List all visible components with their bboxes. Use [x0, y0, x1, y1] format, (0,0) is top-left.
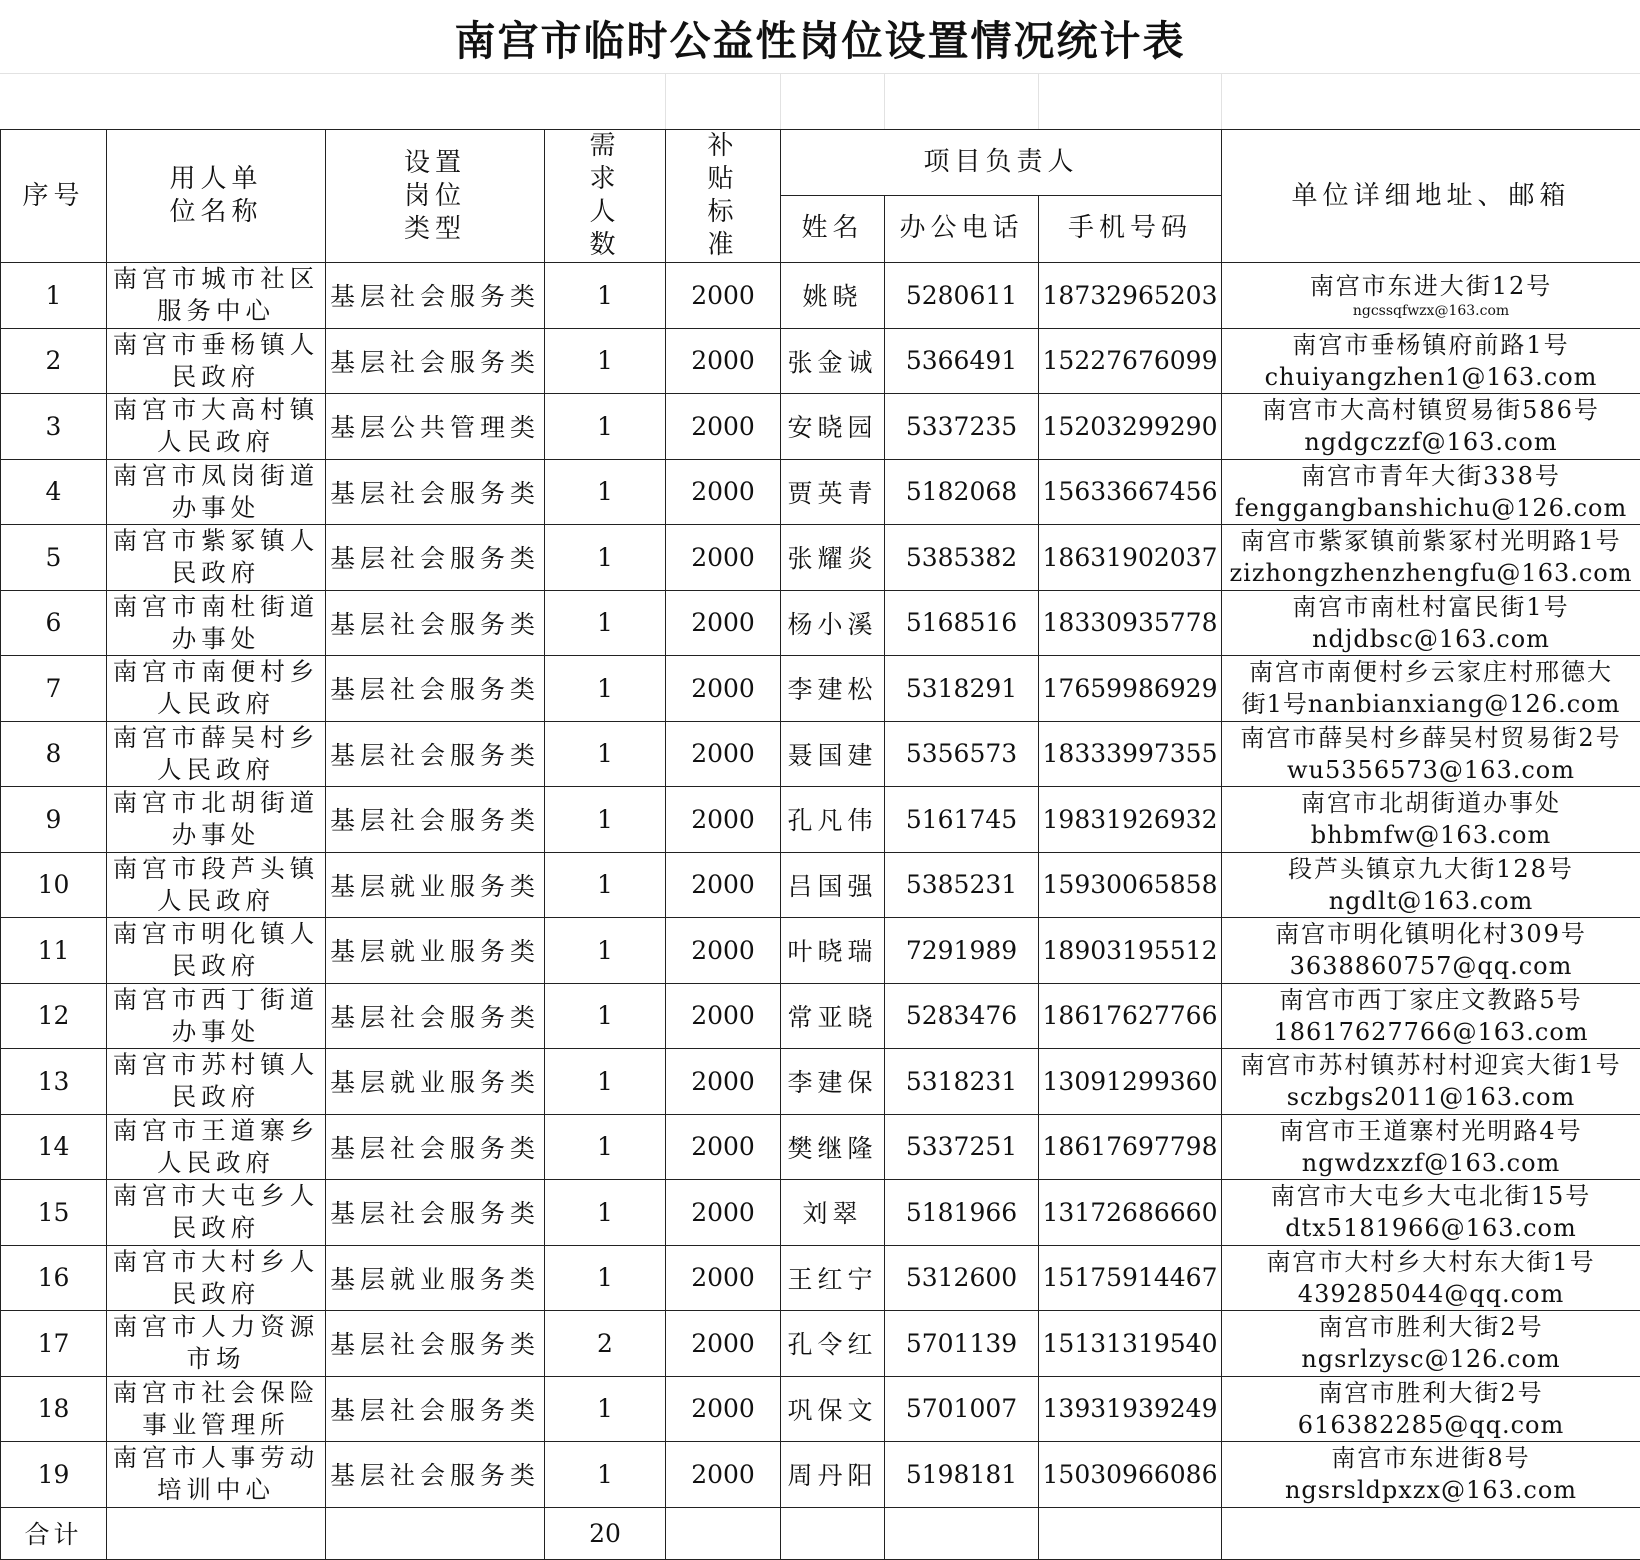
subsidy-cell: 2000 [666, 525, 781, 591]
email-text: ngdgczzf@163.com [1224, 426, 1638, 458]
seq-cell: 19 [1, 1442, 107, 1508]
demand-cell: 1 [545, 459, 666, 525]
manager-name-cell: 孔令红 [781, 1311, 885, 1377]
unit-name-cell: 南宫市大屯乡人民政府 [107, 1180, 326, 1246]
office-phone-cell: 5198181 [885, 1442, 1039, 1508]
unit-name-cell: 南宫市明化镇人民政府 [107, 918, 326, 984]
unit-name-cell: 南宫市西丁街道办事处 [107, 983, 326, 1049]
email-text: ngwdzxzf@163.com [1224, 1147, 1638, 1179]
post-type-cell: 基层社会服务类 [326, 459, 545, 525]
address-cell [1222, 1114, 1640, 1180]
address-text: 南宫市大村乡大村东大街1号 [1224, 1246, 1638, 1278]
manager-name-cell: 孔凡伟 [781, 787, 885, 853]
unit-name-cell: 南宫市社会保险事业管理所 [107, 1376, 326, 1442]
office-phone-cell: 5280611 [885, 263, 1039, 329]
unit-name-cell: 南宫市王道寨乡人民政府 [107, 1114, 326, 1180]
subsidy-cell: 2000 [666, 918, 781, 984]
subsidy-cell: 2000 [666, 1311, 781, 1377]
address-text: 南宫市南便村乡云家庄村邢德大 [1224, 656, 1638, 688]
manager-name-cell: 吕国强 [781, 852, 885, 918]
mobile-cell: 13091299360 [1039, 1049, 1222, 1115]
seq-cell: 1 [1, 263, 107, 329]
demand-cell: 1 [545, 1180, 666, 1246]
address-cell [1222, 656, 1640, 722]
total-empty-cell [107, 1507, 326, 1559]
email-text: ndjdbsc@163.com [1224, 623, 1638, 655]
unit-name-cell: 南宫市垂杨镇人民政府 [107, 328, 326, 394]
email-text: 439285044@qq.com [1224, 1278, 1638, 1310]
seq-cell: 5 [1, 525, 107, 591]
seq-cell: 4 [1, 459, 107, 525]
unit-name-cell: 南宫市凤岗街道办事处 [107, 459, 326, 525]
post-type-cell: 基层社会服务类 [326, 1376, 545, 1442]
mobile-cell: 15633667456 [1039, 459, 1222, 525]
demand-cell: 1 [545, 1245, 666, 1311]
total-empty-cell [1222, 1507, 1640, 1559]
manager-name-cell: 巩保文 [781, 1376, 885, 1442]
subsidy-cell: 2000 [666, 1245, 781, 1311]
post-type-cell: 基层社会服务类 [326, 263, 545, 329]
subsidy-cell: 2000 [666, 394, 781, 460]
seq-cell: 13 [1, 1049, 107, 1115]
seq-cell: 11 [1, 918, 107, 984]
job-posts-table [0, 129, 1640, 1560]
header-unit: 用人单位名称 [107, 130, 326, 263]
subsidy-cell: 2000 [666, 263, 781, 329]
header-mobile: 手机号码 [1039, 195, 1222, 262]
manager-name-cell: 贾英青 [781, 459, 885, 525]
email-text: ngsrlzysc@126.com [1224, 1343, 1638, 1375]
subsidy-cell: 2000 [666, 983, 781, 1049]
office-phone-cell: 5182068 [885, 459, 1039, 525]
manager-name-cell: 王红宁 [781, 1245, 885, 1311]
table-row [1, 1245, 1640, 1311]
demand-cell: 1 [545, 1376, 666, 1442]
address-text: 南宫市胜利大街2号 [1224, 1311, 1638, 1343]
unit-name-cell: 南宫市人事劳动培训中心 [107, 1442, 326, 1508]
subsidy-cell: 2000 [666, 1442, 781, 1508]
demand-cell: 1 [545, 1114, 666, 1180]
email-text: 街1号nanbianxiang@126.com [1224, 688, 1638, 720]
post-type-cell: 基层社会服务类 [326, 1442, 545, 1508]
address-text: 南宫市青年大街338号 [1224, 460, 1638, 492]
address-cell [1222, 721, 1640, 787]
address-cell [1222, 1376, 1640, 1442]
address-cell [1222, 590, 1640, 656]
email-text: dtx5181966@163.com [1224, 1212, 1638, 1244]
mobile-cell: 13172686660 [1039, 1180, 1222, 1246]
post-type-cell: 基层社会服务类 [326, 1311, 545, 1377]
manager-name-cell: 张金诚 [781, 328, 885, 394]
seq-cell: 8 [1, 721, 107, 787]
subsidy-cell: 2000 [666, 1114, 781, 1180]
table-row [1, 918, 1640, 984]
demand-cell: 1 [545, 983, 666, 1049]
unit-name-cell: 南宫市薛吴村乡人民政府 [107, 721, 326, 787]
header-office-phone: 办公电话 [885, 195, 1039, 262]
table-row [1, 328, 1640, 394]
manager-name-cell: 姚晓 [781, 263, 885, 329]
table-row [1, 983, 1640, 1049]
mobile-cell: 15131319540 [1039, 1311, 1222, 1377]
office-phone-cell: 5385382 [885, 525, 1039, 591]
address-cell [1222, 263, 1640, 329]
mobile-cell: 17659986929 [1039, 656, 1222, 722]
subsidy-cell: 2000 [666, 590, 781, 656]
address-cell [1222, 918, 1640, 984]
unit-name-cell: 南宫市南便村乡人民政府 [107, 656, 326, 722]
demand-cell: 1 [545, 1442, 666, 1508]
post-type-cell: 基层社会服务类 [326, 525, 545, 591]
address-text: 南宫市大高村镇贸易街586号 [1224, 394, 1638, 426]
email-text: zizhongzhenzhengfu@163.com [1224, 557, 1638, 589]
table-row [1, 1049, 1640, 1115]
office-phone-cell: 5337251 [885, 1114, 1039, 1180]
mobile-cell: 18617697798 [1039, 1114, 1222, 1180]
post-type-cell: 基层社会服务类 [326, 656, 545, 722]
office-phone-cell: 5318231 [885, 1049, 1039, 1115]
mobile-cell: 13931939249 [1039, 1376, 1222, 1442]
mobile-cell: 19831926932 [1039, 787, 1222, 853]
subsidy-cell: 2000 [666, 1180, 781, 1246]
demand-cell: 1 [545, 787, 666, 853]
seq-cell: 6 [1, 590, 107, 656]
post-type-cell: 基层公共管理类 [326, 394, 545, 460]
address-cell [1222, 1245, 1640, 1311]
table-row [1, 1442, 1640, 1508]
demand-cell: 1 [545, 721, 666, 787]
total-label: 合计 [1, 1507, 107, 1559]
header-subsidy: 补贴标准 [666, 130, 781, 263]
office-phone-cell: 7291989 [885, 918, 1039, 984]
demand-cell: 2 [545, 1311, 666, 1377]
manager-name-cell: 李建保 [781, 1049, 885, 1115]
blank-spacer-row [0, 73, 1640, 129]
table-row [1, 394, 1640, 460]
address-text: 南宫市北胡街道办事处 [1224, 787, 1638, 819]
address-text: 段芦头镇京九大街128号 [1224, 853, 1638, 885]
demand-cell: 1 [545, 525, 666, 591]
office-phone-cell: 5701007 [885, 1376, 1039, 1442]
unit-name-cell: 南宫市苏村镇人民政府 [107, 1049, 326, 1115]
unit-name-cell: 南宫市大高村镇人民政府 [107, 394, 326, 460]
mobile-cell: 18903195512 [1039, 918, 1222, 984]
mobile-cell: 15203299290 [1039, 394, 1222, 460]
address-cell [1222, 852, 1640, 918]
table-row [1, 656, 1640, 722]
table-row [1, 590, 1640, 656]
post-type-cell: 基层社会服务类 [326, 721, 545, 787]
seq-cell: 12 [1, 983, 107, 1049]
mobile-cell: 18330935778 [1039, 590, 1222, 656]
office-phone-cell: 5312600 [885, 1245, 1039, 1311]
header-post-type: 设置岗位类型 [326, 130, 545, 263]
demand-cell: 1 [545, 1049, 666, 1115]
post-type-cell: 基层就业服务类 [326, 918, 545, 984]
office-phone-cell: 5161745 [885, 787, 1039, 853]
subsidy-cell: 2000 [666, 787, 781, 853]
office-phone-cell: 5701139 [885, 1311, 1039, 1377]
email-text: wu5356573@163.com [1224, 754, 1638, 786]
address-cell [1222, 328, 1640, 394]
mobile-cell: 15227676099 [1039, 328, 1222, 394]
header-address: 单位详细地址、邮箱 [1222, 130, 1640, 263]
office-phone-cell: 5356573 [885, 721, 1039, 787]
manager-name-cell: 常亚晓 [781, 983, 885, 1049]
post-type-cell: 基层社会服务类 [326, 590, 545, 656]
address-cell [1222, 1049, 1640, 1115]
seq-cell: 17 [1, 1311, 107, 1377]
post-type-cell: 基层社会服务类 [326, 1180, 545, 1246]
address-text: 南宫市西丁家庄文教路5号 [1224, 984, 1638, 1016]
manager-name-cell: 樊继隆 [781, 1114, 885, 1180]
office-phone-cell: 5168516 [885, 590, 1039, 656]
address-cell [1222, 787, 1640, 853]
total-empty-cell [1039, 1507, 1222, 1559]
manager-name-cell: 杨小溪 [781, 590, 885, 656]
seq-cell: 15 [1, 1180, 107, 1246]
table-row [1, 1376, 1640, 1442]
seq-cell: 9 [1, 787, 107, 853]
post-type-cell: 基层就业服务类 [326, 852, 545, 918]
seq-cell: 18 [1, 1376, 107, 1442]
header-manager-name: 姓名 [781, 195, 885, 262]
total-demand: 20 [545, 1507, 666, 1559]
mobile-cell: 18333997355 [1039, 721, 1222, 787]
address-cell [1222, 394, 1640, 460]
office-phone-cell: 5366491 [885, 328, 1039, 394]
subsidy-cell: 2000 [666, 852, 781, 918]
demand-cell: 1 [545, 328, 666, 394]
post-type-cell: 基层就业服务类 [326, 1049, 545, 1115]
mobile-cell: 15930065858 [1039, 852, 1222, 918]
unit-name-cell: 南宫市城市社区服务中心 [107, 263, 326, 329]
mobile-cell: 15030966086 [1039, 1442, 1222, 1508]
email-text: ngsrsldpxzx@163.com [1224, 1474, 1638, 1506]
unit-name-cell: 南宫市紫冢镇人民政府 [107, 525, 326, 591]
address-cell [1222, 1180, 1640, 1246]
email-text: bhbmfw@163.com [1224, 819, 1638, 851]
table-row [1, 787, 1640, 853]
address-text: 南宫市明化镇明化村309号 [1224, 918, 1638, 950]
table-row [1, 459, 1640, 525]
table-row [1, 525, 1640, 591]
subsidy-cell: 2000 [666, 459, 781, 525]
office-phone-cell: 5385231 [885, 852, 1039, 918]
mobile-cell: 18617627766 [1039, 983, 1222, 1049]
unit-name-cell: 南宫市大村乡人民政府 [107, 1245, 326, 1311]
manager-name-cell: 李建松 [781, 656, 885, 722]
email-text: 616382285@qq.com [1224, 1409, 1638, 1441]
total-empty-cell [666, 1507, 781, 1559]
address-cell [1222, 525, 1640, 591]
table-row [1, 1114, 1640, 1180]
manager-name-cell: 安晓园 [781, 394, 885, 460]
header-manager-group: 项目负责人 [781, 130, 1222, 196]
demand-cell: 1 [545, 590, 666, 656]
table-row [1, 1180, 1640, 1246]
seq-cell: 7 [1, 656, 107, 722]
seq-cell: 14 [1, 1114, 107, 1180]
email-text: 3638860757@qq.com [1224, 950, 1638, 982]
address-text: 南宫市苏村镇苏村村迎宾大街1号 [1224, 1049, 1638, 1081]
address-text: 南宫市胜利大街2号 [1224, 1377, 1638, 1409]
office-phone-cell: 5337235 [885, 394, 1039, 460]
post-type-cell: 基层社会服务类 [326, 983, 545, 1049]
post-type-cell: 基层社会服务类 [326, 328, 545, 394]
demand-cell: 1 [545, 852, 666, 918]
table-row [1, 263, 1640, 329]
address-cell [1222, 1442, 1640, 1508]
mobile-cell: 18732965203 [1039, 263, 1222, 329]
manager-name-cell: 刘翠 [781, 1180, 885, 1246]
table-row [1, 852, 1640, 918]
email-text: fenggangbanshichu@126.com [1224, 492, 1638, 524]
demand-cell: 1 [545, 656, 666, 722]
subsidy-cell: 2000 [666, 721, 781, 787]
subsidy-cell: 2000 [666, 1376, 781, 1442]
post-type-cell: 基层社会服务类 [326, 1114, 545, 1180]
office-phone-cell: 5181966 [885, 1180, 1039, 1246]
unit-name-cell: 南宫市北胡街道办事处 [107, 787, 326, 853]
address-cell [1222, 983, 1640, 1049]
address-cell [1222, 459, 1640, 525]
header-seq: 序号 [1, 130, 107, 263]
manager-name-cell: 张耀炎 [781, 525, 885, 591]
header-demand: 需求人数 [545, 130, 666, 263]
address-text: 南宫市垂杨镇府前路1号 [1224, 329, 1638, 361]
demand-cell: 1 [545, 918, 666, 984]
address-cell [1222, 1311, 1640, 1377]
office-phone-cell: 5283476 [885, 983, 1039, 1049]
address-text: 南宫市紫冢镇前紫冢村光明路1号 [1224, 525, 1638, 557]
email-text: ngdlt@163.com [1224, 885, 1638, 917]
post-type-cell: 基层就业服务类 [326, 1245, 545, 1311]
total-empty-cell [885, 1507, 1039, 1559]
demand-cell: 1 [545, 394, 666, 460]
email-text: chuiyangzhen1@163.com [1224, 361, 1638, 393]
manager-name-cell: 叶晓瑞 [781, 918, 885, 984]
post-type-cell: 基层社会服务类 [326, 787, 545, 853]
seq-cell: 10 [1, 852, 107, 918]
seq-cell: 2 [1, 328, 107, 394]
manager-name-cell: 周丹阳 [781, 1442, 885, 1508]
manager-name-cell: 聂国建 [781, 721, 885, 787]
mobile-cell: 15175914467 [1039, 1245, 1222, 1311]
subsidy-cell: 2000 [666, 656, 781, 722]
address-text: 南宫市王道寨村光明路4号 [1224, 1115, 1638, 1147]
seq-cell: 3 [1, 394, 107, 460]
total-empty-cell [781, 1507, 885, 1559]
address-text: 南宫市大屯乡大屯北街15号 [1224, 1180, 1638, 1212]
email-text: 18617627766@163.com [1224, 1016, 1638, 1048]
unit-name-cell: 南宫市南杜街道办事处 [107, 590, 326, 656]
email-text: ngcssqfwzx@163.com [1224, 302, 1638, 320]
office-phone-cell: 5318291 [885, 656, 1039, 722]
page-title: 南宫市临时公益性岗位设置情况统计表 [0, 0, 1640, 73]
table-row [1, 721, 1640, 787]
seq-cell: 16 [1, 1245, 107, 1311]
table-row [1, 1311, 1640, 1377]
address-text: 南宫市东进大街12号 [1224, 270, 1638, 302]
unit-name-cell: 南宫市段芦头镇人民政府 [107, 852, 326, 918]
mobile-cell: 18631902037 [1039, 525, 1222, 591]
address-text: 南宫市东进街8号 [1224, 1442, 1638, 1474]
subsidy-cell: 2000 [666, 328, 781, 394]
demand-cell: 1 [545, 263, 666, 329]
email-text: sczbgs2011@163.com [1224, 1081, 1638, 1113]
subsidy-cell: 2000 [666, 1049, 781, 1115]
unit-name-cell: 南宫市人力资源市场 [107, 1311, 326, 1377]
address-text: 南宫市南杜村富民街1号 [1224, 591, 1638, 623]
address-text: 南宫市薛吴村乡薛吴村贸易街2号 [1224, 722, 1638, 754]
total-empty-cell [326, 1507, 545, 1559]
